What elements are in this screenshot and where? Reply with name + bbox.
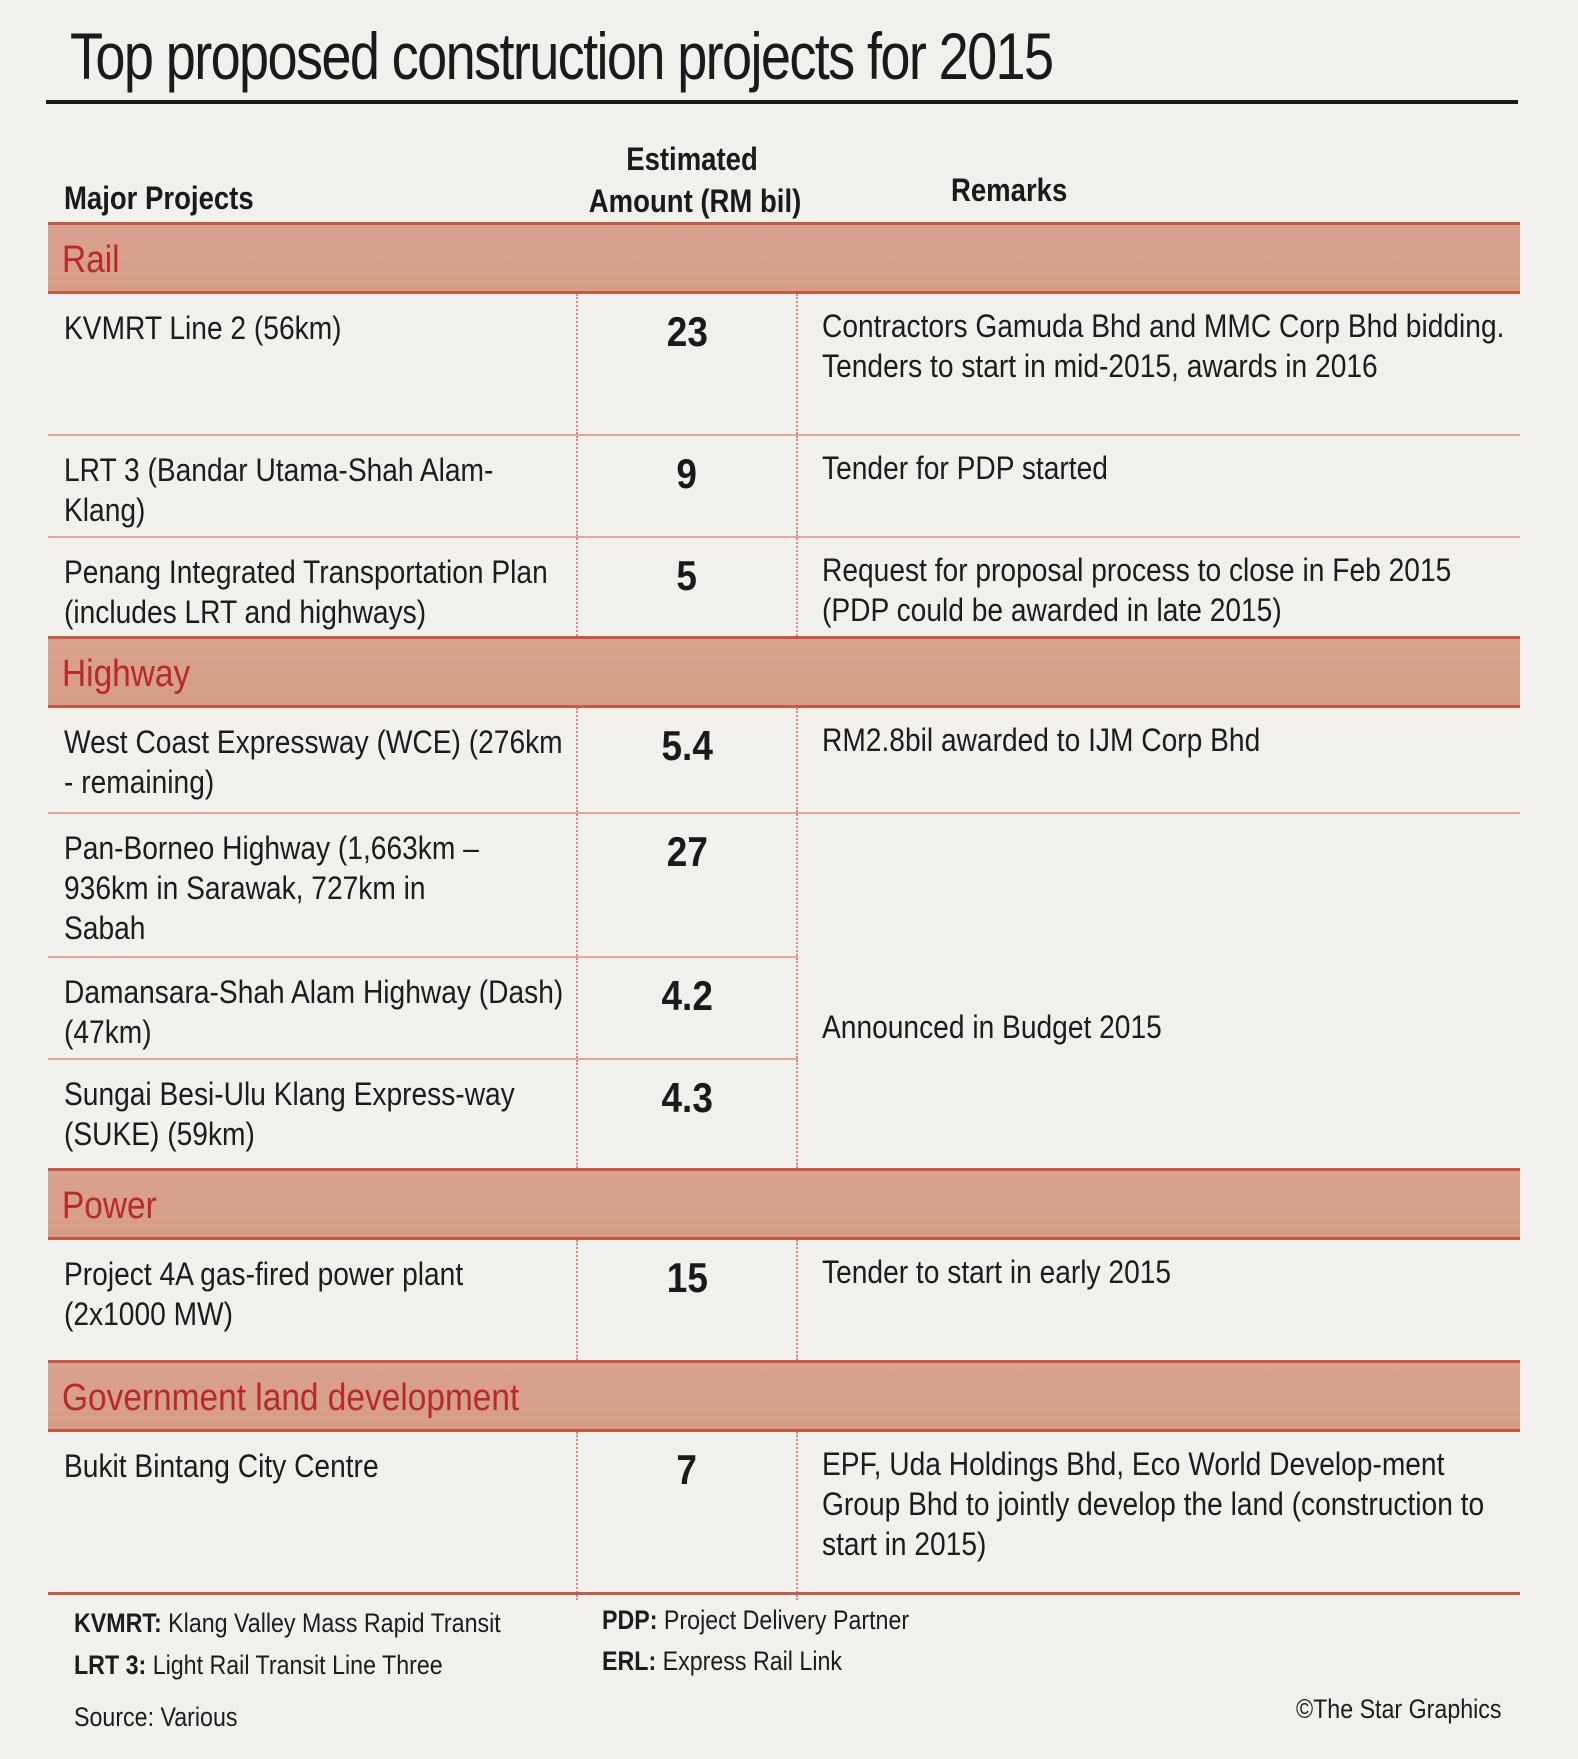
table-row — [48, 814, 1520, 958]
amount-value: 7 — [676, 1446, 698, 1493]
remarks-cell — [798, 294, 1520, 434]
amount-cell — [578, 708, 798, 812]
footnote-abbr: ERL: — [602, 1646, 657, 1676]
project-name: Pan-Borneo Highway (1,663km – 936km in Sarawak, 727km in Sabah — [64, 830, 479, 946]
amount-value: 27 — [666, 828, 708, 875]
footnote-abbr: PDP: — [602, 1605, 658, 1635]
project-name: Bukit Bintang City Centre — [64, 1448, 379, 1484]
category-label: Government land development — [62, 1377, 520, 1419]
category-rail — [48, 222, 1520, 294]
project-name: Sungai Besi-Ulu Klang Express-way (SUKE) (59km) — [64, 1076, 515, 1152]
amount-value: 5 — [676, 552, 698, 599]
remarks-cell-empty — [798, 814, 1520, 956]
footnote-pdp — [602, 1605, 909, 1636]
category-power — [48, 1168, 1520, 1240]
amount-value: 9 — [676, 450, 698, 497]
remarks-text: Tender to start in early 2015 — [822, 1254, 1172, 1290]
footnote-definition: Express Rail Link — [656, 1646, 843, 1676]
source-note: Source: Various — [74, 1702, 238, 1732]
header-amount-line2: Amount (RM bil) — [588, 183, 802, 219]
project-cell — [48, 814, 578, 956]
amount-cell — [578, 436, 798, 536]
table-bottom-rule — [48, 1592, 1520, 1595]
table-row — [48, 436, 1520, 538]
remarks-text: Request for proposal process to close in Feb 2015 (PDP could be awarded in late 2015) — [822, 552, 1452, 628]
amount-cell — [578, 958, 798, 1058]
amount-cell — [578, 1432, 798, 1600]
table-row — [48, 708, 1520, 814]
category-highway — [48, 636, 1520, 708]
remarks-cell — [798, 1432, 1520, 1600]
remarks-text: RM2.8bil awarded to IJM Corp Bhd — [822, 722, 1261, 758]
header-estimated-amount — [588, 138, 802, 222]
amount-value: 15 — [666, 1254, 708, 1301]
page-title: Top proposed construction projects for 2015 — [70, 19, 1053, 93]
amount-cell — [578, 294, 798, 434]
amount-cell — [578, 538, 798, 636]
remarks-cell — [798, 708, 1520, 812]
table-row — [48, 294, 1520, 436]
footnote-abbr: KVMRT: — [74, 1608, 162, 1638]
remarks-text: Tender for PDP started — [822, 450, 1108, 486]
highway-merged-group — [48, 814, 1520, 1168]
project-cell — [48, 1432, 578, 1600]
remarks-text: Contractors Gamuda Bhd and MMC Corp Bhd bidding. Tenders to start in mid-2015, awards in 2016 — [822, 308, 1505, 384]
header-major-projects: Major Projects — [64, 180, 254, 216]
credit-note: ©The Star Graphics — [1296, 1694, 1502, 1724]
project-cell — [48, 1060, 578, 1168]
remarks-cell — [798, 1240, 1520, 1360]
amount-cell — [578, 1060, 798, 1168]
remarks-cell — [798, 436, 1520, 536]
remarks-cell — [798, 538, 1520, 636]
amount-value: 23 — [666, 308, 708, 355]
remarks-text: EPF, Uda Holdings Bhd, Eco World Develop-ment Group Bhd to jointly develop the land (construction to start in 2015) — [822, 1446, 1485, 1562]
project-name: Project 4A gas-fired power plant (2x1000 MW) — [64, 1256, 464, 1332]
title-rule — [46, 100, 1518, 104]
category-label: Highway — [62, 653, 191, 695]
amount-cell — [578, 814, 798, 956]
table-row — [48, 1432, 1520, 1600]
project-name: KVMRT Line 2 (56km) — [64, 310, 342, 346]
header-amount-line1: Estimated — [626, 141, 758, 177]
amount-cell — [578, 1240, 798, 1360]
category-label: Power — [62, 1185, 157, 1227]
project-name: West Coast Expressway (WCE) (276km - remaining) — [64, 724, 563, 800]
footnote-erl — [602, 1646, 842, 1677]
amount-value: 5.4 — [661, 722, 713, 769]
footnote-lrt3 — [74, 1650, 443, 1681]
footnote-abbr: LRT 3: — [74, 1650, 147, 1680]
projects-table — [48, 222, 1520, 1600]
merged-remarks-cell — [798, 956, 1520, 1096]
project-cell — [48, 1240, 578, 1360]
footnote-definition: Light Rail Transit Line Three — [146, 1650, 443, 1680]
category-government-land — [48, 1360, 1520, 1432]
project-cell — [48, 294, 578, 434]
header-remarks: Remarks — [951, 172, 1068, 208]
table-row — [48, 538, 1520, 636]
project-name: Damansara-Shah Alam Highway (Dash) (47km) — [64, 974, 564, 1050]
project-cell — [48, 708, 578, 812]
project-name: LRT 3 (Bandar Utama-Shah Alam-Klang) — [64, 452, 494, 528]
project-cell — [48, 958, 578, 1058]
remarks-text: Announced in Budget 2015 — [822, 1009, 1162, 1045]
amount-value: 4.2 — [661, 972, 713, 1019]
project-cell — [48, 538, 578, 636]
footnote-definition: Klang Valley Mass Rapid Transit — [161, 1608, 501, 1638]
amount-value: 4.3 — [661, 1074, 713, 1121]
table-row — [48, 1240, 1520, 1360]
category-label: Rail — [62, 239, 120, 281]
project-cell — [48, 436, 578, 536]
footnote-definition: Project Delivery Partner — [657, 1605, 910, 1635]
footnote-kvmrt — [74, 1608, 501, 1639]
project-name: Penang Integrated Transportation Plan (includes LRT and highways) — [64, 554, 548, 630]
